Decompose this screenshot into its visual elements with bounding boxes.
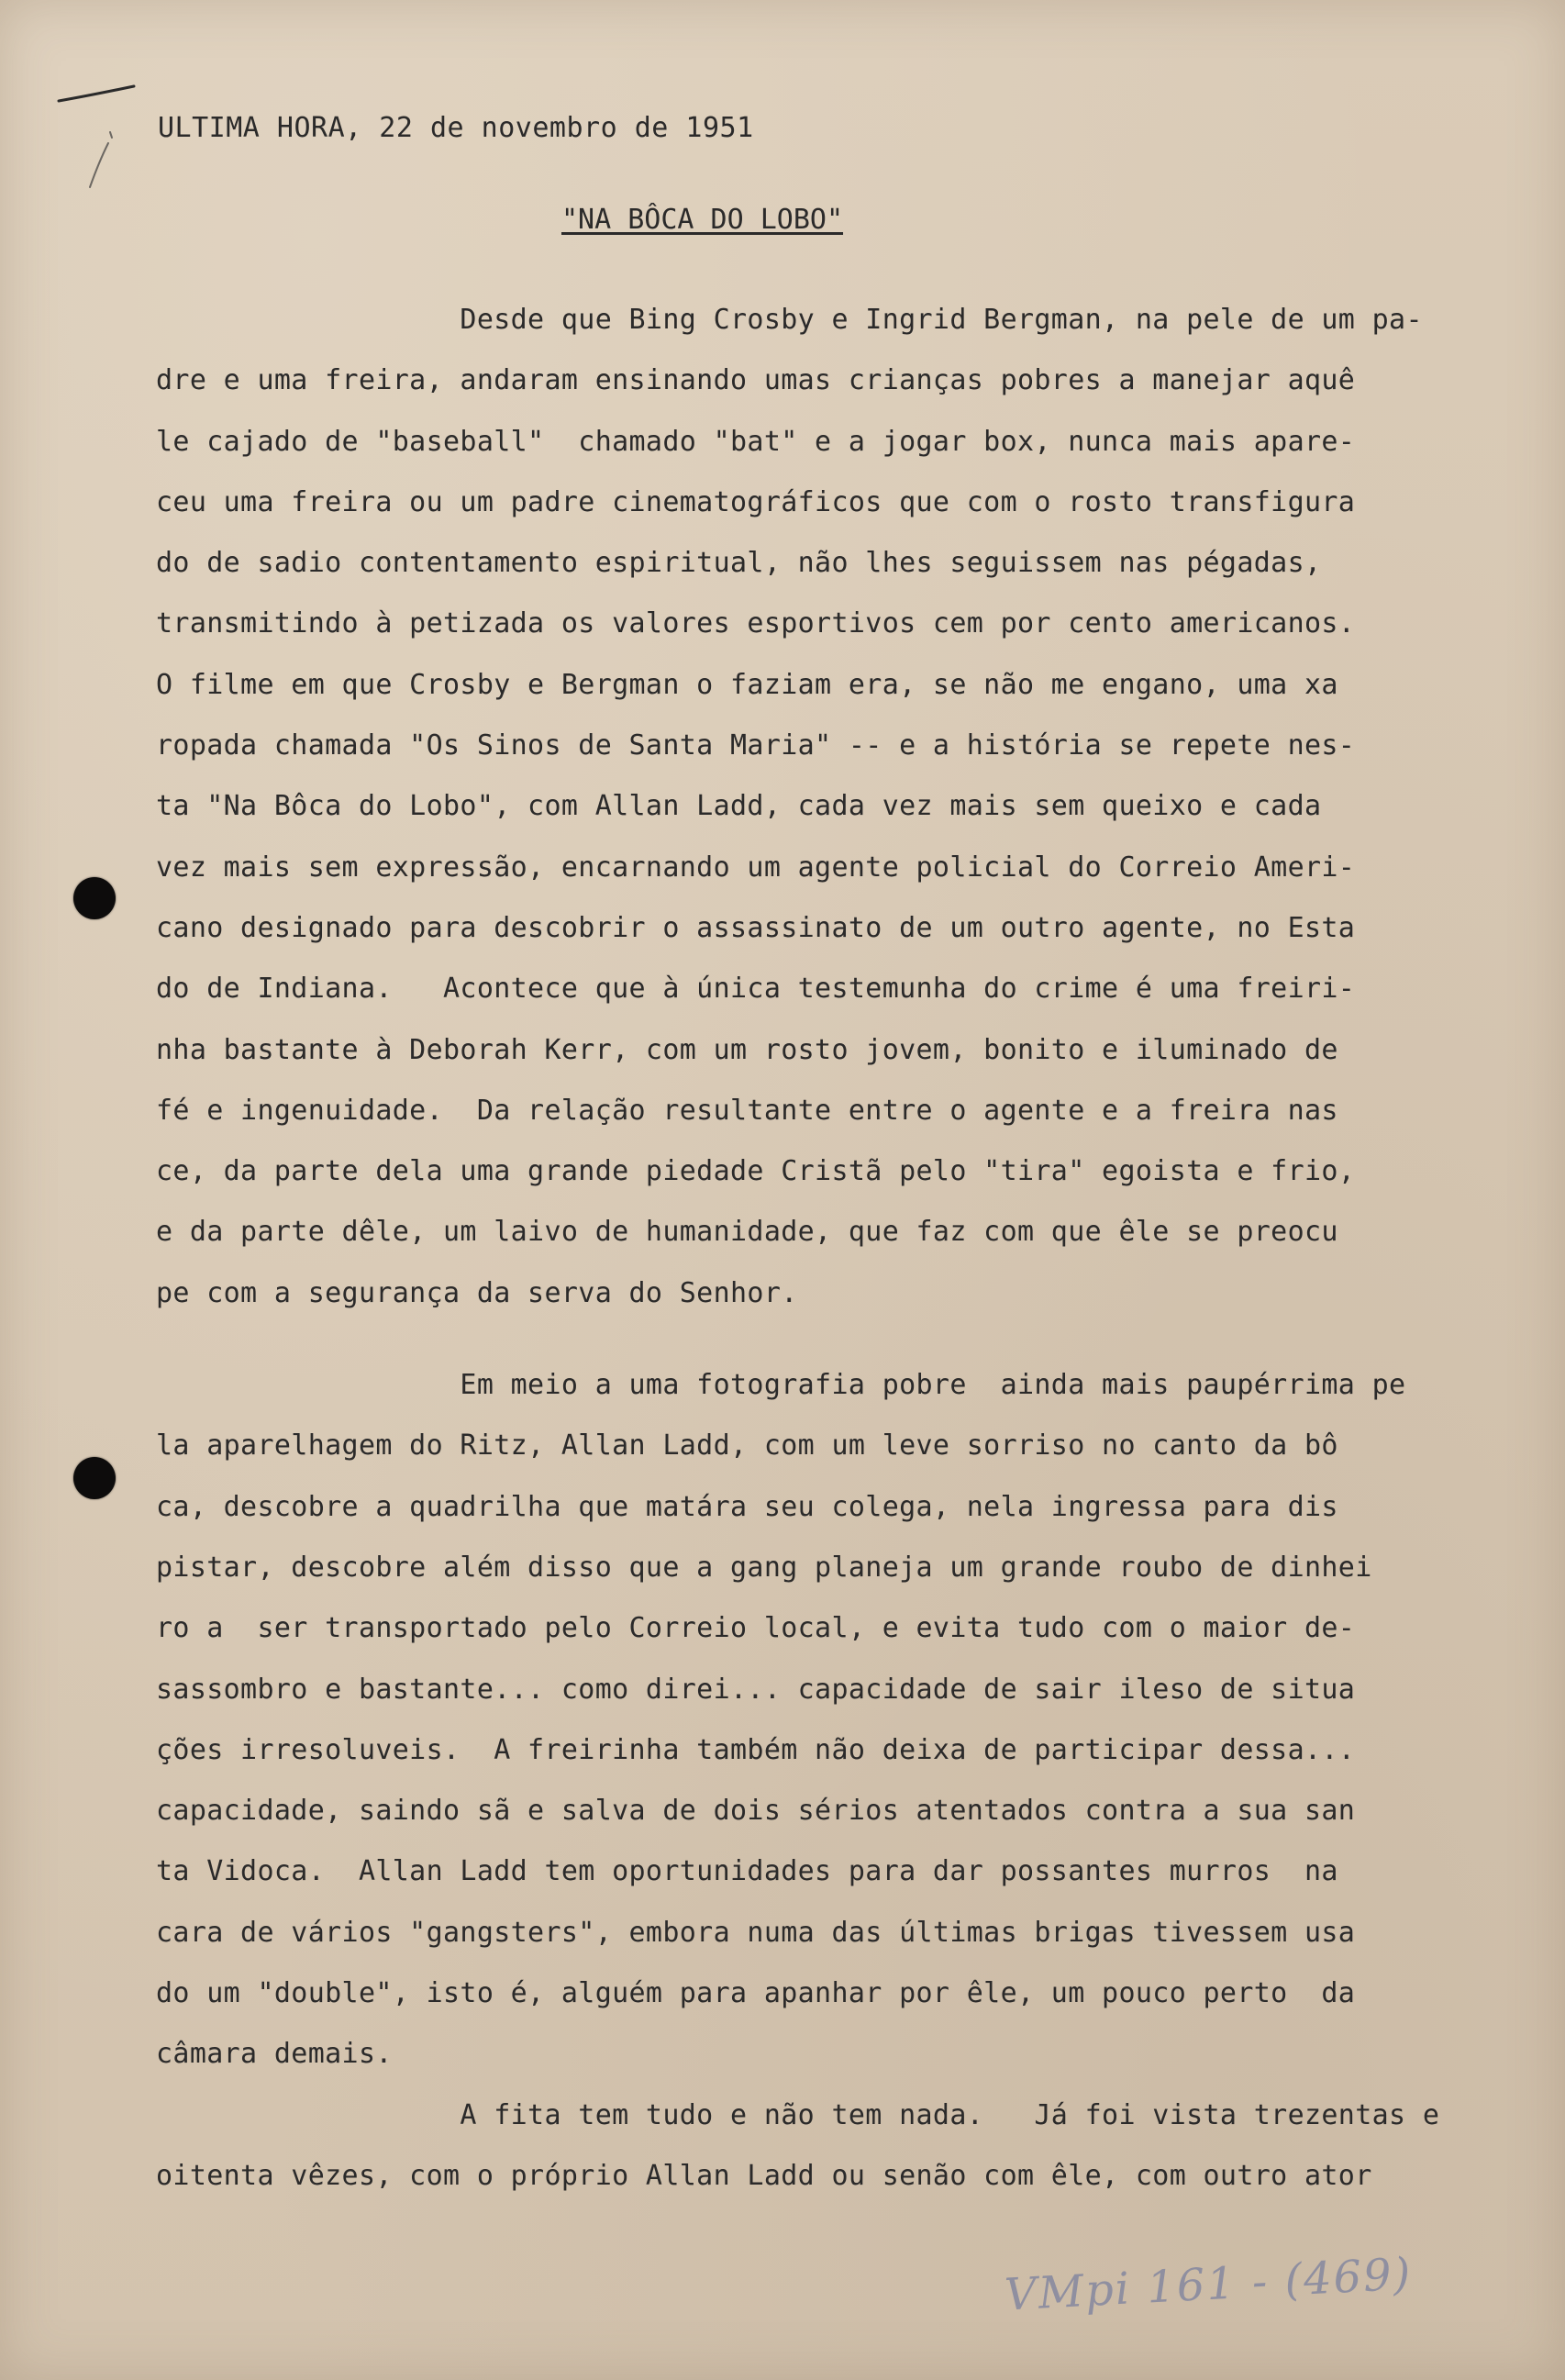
text-line: Desde que Bing Crosby e Ingrid Bergman, na pele de um pa-: [156, 304, 1423, 336]
text-line: pistar, descobre além disso que a gang planeja um grande roubo de dinhei: [156, 1551, 1372, 1584]
text-line: ro a ser transportado pelo Correio local, e evita tudo com o maior de-: [156, 1612, 1356, 1645]
text-line: oitenta vêzes, com o próprio Allan Ladd ou senão com êle, com outro ator: [156, 2159, 1372, 2192]
text-line: A fita tem tudo e não tem nada. Já foi vista trezentas e: [156, 2098, 1440, 2131]
text-line: dre e uma freira, andaram ensinando umas crianças pobres a manejar aquê: [156, 364, 1356, 397]
text-line: sassombro e bastante... como direi... capacidade de sair ileso de situa: [156, 1673, 1356, 1706]
text-line: do um "double", isto é, alguém para apanhar por êle, um pouco perto da: [156, 1977, 1356, 2010]
text-line: vez mais sem expressão, encarnando um agente policial do Correio Ameri-: [156, 851, 1356, 884]
text-line: do de sadio contentamento espiritual, não lhes seguissem nas pégadas,: [156, 547, 1322, 580]
punch-hole-lower: [73, 1457, 116, 1499]
text-line: ceu uma freira ou um padre cinematográficos que com o rosto transfigura: [156, 485, 1356, 518]
text-line: capacidade, saindo sã e salva de dois sérios atentados contra a sua san: [156, 1795, 1356, 1828]
text-line: ções irresoluveis. A freirinha também não deixa de participar dessa...: [156, 1733, 1356, 1766]
article-title: [561, 204, 843, 236]
text-line: Em meio a uma fotografia pobre ainda mais paupérrima pe: [156, 1369, 1406, 1402]
text-line: ropada chamada "Os Sinos de Santa Maria" -- e a história se repete nes-: [156, 729, 1356, 762]
text-line: câmara demais.: [156, 2038, 393, 2071]
text-line: O filme em que Crosby e Bergman o faziam era, se não me engano, uma xa: [156, 668, 1338, 701]
text-line: ta Vidoca. Allan Ladd tem oportunidades para dar possantes murros na: [156, 1855, 1338, 1888]
text-line: nha bastante à Deborah Kerr, com um rosto jovem, bonito e iluminado de: [156, 1033, 1338, 1066]
text-line: ca, descobre a quadrilha que matára seu colega, nela ingressa para dis: [156, 1490, 1338, 1523]
punch-hole-upper: [73, 877, 116, 919]
text-line: cara de vários "gangsters", embora numa das últimas brigas tivessem usa: [156, 1916, 1356, 1949]
text-line: le cajado de "baseball" chamado "bat" e a jogar box, nunca mais apare-: [156, 425, 1356, 458]
text-line: do de Indiana. Acontece que à única testemunha do crime é uma freiri-: [156, 973, 1356, 1006]
text-line: e da parte dêle, um laivo de humanidade, que faz com que êle se preocu: [156, 1216, 1338, 1249]
article-title-text: "NA BÔCA DO LOBO": [561, 204, 844, 236]
article-body: [156, 290, 1477, 2207]
pen-stroke-mark: [53, 79, 145, 198]
text-line: ce, da parte dela uma grande piedade Cristã pelo "tira" egoista e frio,: [156, 1155, 1356, 1188]
text-line: ta "Na Bôca do Lobo", com Allan Ladd, cada vez mais sem queixo e cada: [156, 790, 1322, 823]
paragraph-gap: [156, 1324, 1477, 1355]
archive-reference-note: VMpi 161 - (469): [1003, 2248, 1414, 2321]
text-line: fé e ingenuidade. Da relação resultante entre o agente e a freira nas: [156, 1094, 1338, 1127]
text-line: la aparelhagem do Ritz, Allan Ladd, com um leve sorriso no canto da bô: [156, 1429, 1338, 1462]
text-line: pe com a segurança da serva do Senhor.: [156, 1276, 798, 1309]
text-line: transmitindo à petizada os valores esportivos cem por cento americanos.: [156, 607, 1356, 640]
newspaper-dateline: ULTIMA HORA, 22 de novembro de 1951: [158, 112, 754, 144]
text-line: cano designado para descobrir o assassinato de um outro agente, no Esta: [156, 911, 1356, 944]
